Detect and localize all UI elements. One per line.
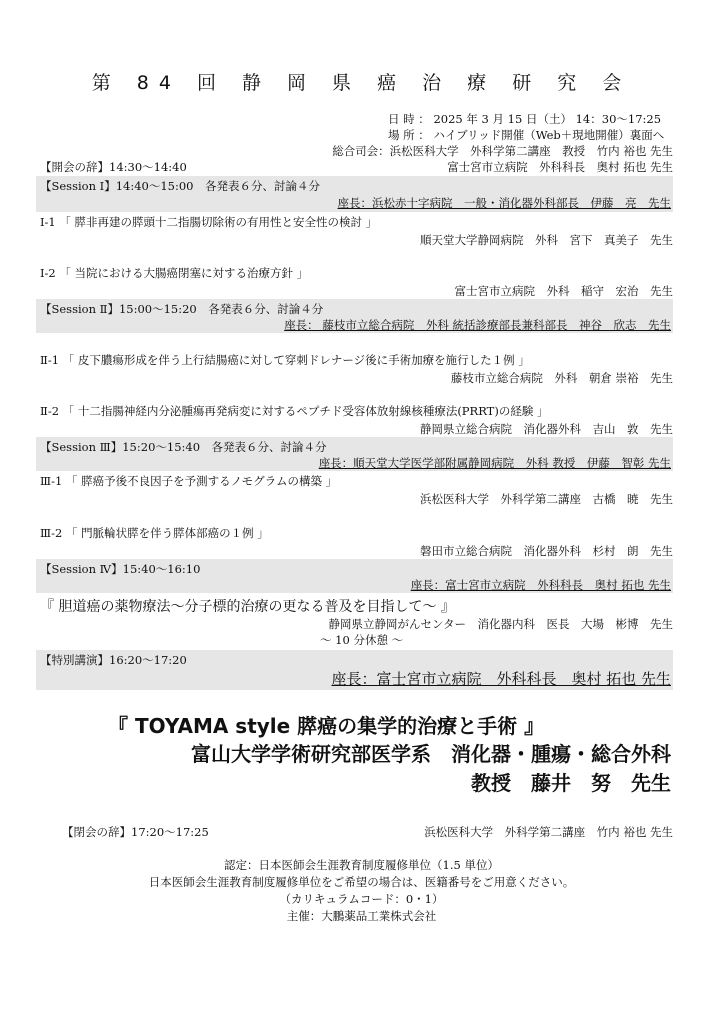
special-affiliation: 富山大学学術研究部医学系 消化器・腫瘍・総合外科 <box>191 742 671 766</box>
session1-chair: 座長：浜松赤十字病院 一般・消化器外科部長 伊藤 亮 先生 <box>337 196 671 210</box>
datetime: 日 時 ： 2025 年 3 月 15 日（土） 14：30～17:25 <box>388 112 662 126</box>
session3-band <box>36 437 673 471</box>
session3-chair: 座長：順天堂大学医学部附属静岡病院 外科 教授 伊藤 智彰 先生 <box>318 456 671 470</box>
special-chair: 座長：富士宮市立病院 外科科長 奥村 拓也 先生 <box>331 670 671 688</box>
session1-band <box>36 176 673 212</box>
footer-note: 日本医師会生涯教育制度履修単位をご希望の場合は、医籍番号をご用意ください。 <box>148 875 575 889</box>
talk-2-2-title: Ⅱ-2 「 十二指腸神経内分泌腫瘍再発病変に対するペプチド受容体放射線核種療法(PRRT)の経験 」 <box>40 404 549 418</box>
footer-credit: 認定：日本医師会生涯教育制度履修単位（1.5 単位） <box>224 858 499 872</box>
talk-2-2-author: 静岡県立総合病院 消化器外科 吉山 敦 先生 <box>420 422 673 436</box>
session1-header: 【Session Ⅰ】14:40～15:00 各発表６分、討論４分 <box>40 179 320 193</box>
talk-4-1-title: 『 胆道癌の薬物療法～分子標的治療の更なる普及を目指して～ 』 <box>40 599 455 615</box>
closing-speaker: 浜松医科大学 外科学第二講座 竹内 裕也 先生 <box>424 825 673 839</box>
special-speaker: 教授 藤井 努 先生 <box>471 771 671 795</box>
talk-2-1-title: Ⅱ-1 「 皮下膿瘍形成を伴う上行結腸癌に対して穿刺ドレナージ後に手術加療を施行した１例 」 <box>40 353 530 367</box>
session4-chair: 座長：富士宮市立病院 外科科長 奥村 拓也 先生 <box>410 578 671 592</box>
opening-label: 【開会の辞】14:30～14:40 <box>40 160 187 174</box>
opening-speaker: 富士宮市立病院 外科科長 奥村 拓也 先生 <box>447 160 673 174</box>
talk-1-1-author: 順天堂大学静岡病院 外科 宮下 真美子 先生 <box>420 233 673 247</box>
page-title: 第 84 回 静 岡 県 癌 治 療 研 究 会 <box>91 72 632 94</box>
special-header: 【特別講演】16:20～17:20 <box>40 653 187 667</box>
session4-band <box>36 559 673 593</box>
talk-3-1-author: 浜松医科大学 外科学第二講座 古橋 暁 先生 <box>420 492 673 506</box>
talk-1-2-title: Ⅰ-2 「 当院における大腸癌閉塞に対する治療方針 」 <box>40 266 309 280</box>
talk-4-1-author: 静岡県立静岡がんセンター 消化器内科 医長 大場 彬博 先生 <box>328 617 673 631</box>
special-band <box>36 650 673 690</box>
talk-1-2-author: 富士宮市立病院 外科 稲守 宏治 先生 <box>454 284 673 298</box>
session3-header: 【Session Ⅲ】15:20～15:40 各発表６分、討論４分 <box>40 440 327 454</box>
talk-1-1-title: Ⅰ-1 「 膵非再建の膵頭十二指腸切除術の有用性と安全性の検討 」 <box>40 215 378 229</box>
footer-sponsor: 主催：大鵬薬品工業株式会社 <box>286 909 437 923</box>
talk-3-1-title: Ⅲ-1 「 膵癌予後不良因子を予測するノモグラムの構築 」 <box>40 474 338 488</box>
moderator: 総合司会：浜松医科大学 外科学第二講座 教授 竹内 裕也 先生 <box>332 144 673 158</box>
footer-curriculum: （カリキュラムコード：0・1） <box>279 892 444 906</box>
talk-3-2-author: 磐田市立総合病院 消化器外科 杉村 朗 先生 <box>420 544 673 558</box>
session2-chair: 座長： 藤枝市立総合病院 外科 統括診療部長兼科部長 神谷 欣志 先生 <box>284 318 671 332</box>
break-notice: ～ 10 分休憩 ～ <box>320 633 404 647</box>
talk-3-2-title: Ⅲ-2 「 門脈輪状膵を伴う膵体部癌の１例 」 <box>40 526 269 540</box>
special-title: 『 TOYAMA style 膵癌の集学的治療と手術 』 <box>108 714 545 738</box>
closing-label: 【閉会の辞】17:20～17:25 <box>62 825 209 839</box>
talk-2-1-author: 藤枝市立総合病院 外科 朝倉 崇裕 先生 <box>450 371 673 385</box>
session4-header: 【Session Ⅳ】15:40～16:10 <box>40 562 201 576</box>
venue: 場 所 ： ハイブリッド開催（Web＋現地開催）裏面へ <box>388 128 665 142</box>
session2-band <box>36 299 673 333</box>
session2-header: 【Session Ⅱ】15:00～15:20 各発表６分、討論４分 <box>40 302 324 316</box>
